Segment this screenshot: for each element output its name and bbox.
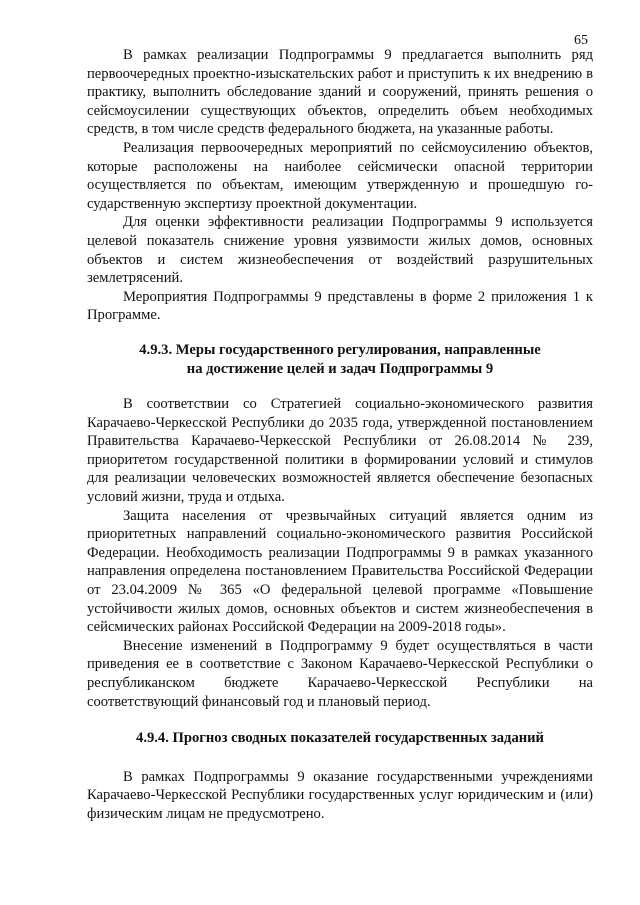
paragraph: Для оценки эффективности реализации Подпрограммы 9 используется целевой показатель снижение уровня уязвимости жилых домов, основных объектов и систем жизнеобеспечения от воздействий разрушительных землетрясений. [87, 214, 593, 287]
paragraph: Мероприятия Подпрограммы 9 представлены в форме 2 приложения 1 к Программе. [87, 288, 593, 324]
paragraph: В соответствии со Стратегией социально-экономического развития Карачаево-Черкесской Республики до 2035 года, утвержденной постановлением Правительства Карачаево-Черкесской Республики от 26.08.2014 № 239, приоритетом государственной политики в формировании условий и стимулов для реализации человеческих возможностей является обеспечение безопасных условий жизни, труда и отдыха. [87, 396, 593, 506]
page-number: 65 [574, 33, 588, 48]
paragraph: В рамках реализации Подпрограммы 9 предлагается выполнить ряд первоочередных проектно-изыскательских работ и приступить к их внедрению в практику, выполнить обследование зданий и сооружений, принять решения о сейсмоусилении существующих объектов, определить объем необходимых средств, в том числе средств федерального бюджета, на указанные работы. [87, 47, 593, 138]
section-heading-line: 4.9.3. Меры государственного регулирования, направленные [139, 341, 541, 358]
paragraph: Внесение изменений в Подпрограмму 9 будет осуществляться в части приведения ее в соответствие с Законом Карачаево-Черкесской Республики о республиканском бюджете Карачаево-Черкесской Республики на соответствующий финансовый год и плановый период. [87, 637, 593, 710]
paragraph: В рамках Подпрограммы 9 оказание государственными учреждениями Карачаево-Черкесской Республики государственных услуг юридическим и (или) физическим лицам не предусмотрено. [87, 768, 593, 822]
section-heading-line: на достижение целей и задач Подпрограммы 9 [186, 360, 494, 377]
paragraph: Защита населения от чрезвычайных ситуаций является одним из приоритетных направлений социально-экономического развития Российской Федерации. Необходимость реализации Подпрограммы 9 в рамках указанного направления определена постановлением Правительства Российской Федерации от 23.04.2009 № 365 «О федеральной целевой программе «Повышение устойчивости жилых домов, основных объектов и систем жизнеобеспечения в сейсмических районах Российской Федерации на 2009-2018 годы». [87, 507, 593, 636]
paragraph: Реализация первоочередных мероприятий по сейсмоусилению объектов, которые расположены на наиболее сейсмически опасной территории осуществляется по объектам, имеющим утвержденную и прошедшую государственную экспертизу проектной документации. [87, 139, 593, 212]
section-heading-4-9-4: 4.9.4. Прогноз сводных показателей государственных заданий [136, 730, 544, 747]
page-content [87, 46, 593, 824]
section-heading-4-9-3 [87, 341, 593, 378]
